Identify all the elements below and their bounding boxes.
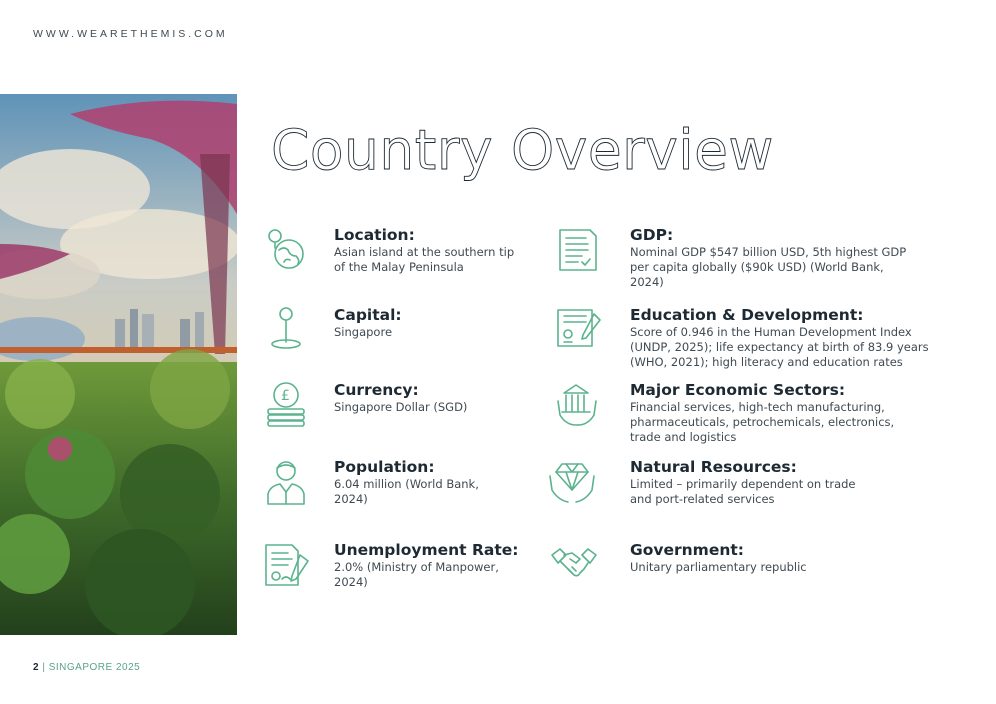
- svg-text:£: £: [281, 388, 290, 404]
- page-number: 2: [33, 662, 40, 673]
- footer-divider: |: [42, 662, 49, 673]
- building-hands-icon: [556, 381, 604, 429]
- globe-pin-icon: [264, 226, 312, 274]
- map-pin-icon: [264, 306, 312, 354]
- site-url: WWW.WEARETHEMIS.COM: [33, 28, 228, 40]
- info-heading: Capital:: [334, 306, 402, 324]
- document-pen-icon: [264, 541, 312, 589]
- info-heading: Unemployment Rate:: [334, 541, 519, 559]
- coin-stack-icon: [264, 381, 312, 429]
- info-heading: Currency:: [334, 381, 419, 399]
- info-heading: GDP:: [630, 226, 674, 244]
- info-body: Asian island at the southern tip of the Malay Peninsula: [334, 245, 515, 274]
- info-body: 6.04 million (World Bank, 2024): [334, 477, 479, 506]
- page-footer: [33, 662, 140, 673]
- diamond-hands-icon: [548, 458, 596, 506]
- info-body: Nominal GDP $547 billion USD, 5th highest GDP per capita globally ($90k USD) (World Bank, 2024): [630, 245, 907, 289]
- info-body: Financial services, high-tech manufacturing, pharmaceuticals, petrochemicals, electronics, trade and logistics: [630, 400, 895, 444]
- footer-label: SINGAPORE 2025: [48, 662, 141, 673]
- info-heading: Location:: [334, 226, 415, 244]
- info-body: Limited – primarily dependent on trade and port-related services: [630, 477, 856, 506]
- info-body: 2.0% (Ministry of Manpower, 2024): [334, 560, 499, 589]
- info-heading: Education & Development:: [630, 306, 864, 324]
- page-title: Country Overview: [271, 118, 774, 182]
- info-body: Unitary parliamentary republic: [630, 560, 807, 574]
- info-body: Singapore: [334, 325, 393, 339]
- report-icon: [556, 226, 604, 274]
- info-body: Score of 0.946 in the Human Development Index (UNDP, 2025); life expectancy at birth of 83.9 years (WHO, 2021); high literacy and education rates: [630, 325, 929, 369]
- handshake-icon: [550, 541, 598, 589]
- info-heading: Natural Resources:: [630, 458, 797, 476]
- info-heading: Population:: [334, 458, 435, 476]
- info-heading: Government:: [630, 541, 744, 559]
- gardens-by-the-bay-photo: [0, 94, 237, 635]
- person-icon: [264, 458, 312, 506]
- info-body: Singapore Dollar (SGD): [334, 400, 468, 414]
- certificate-icon: [556, 306, 604, 354]
- info-heading: Major Economic Sectors:: [630, 381, 846, 399]
